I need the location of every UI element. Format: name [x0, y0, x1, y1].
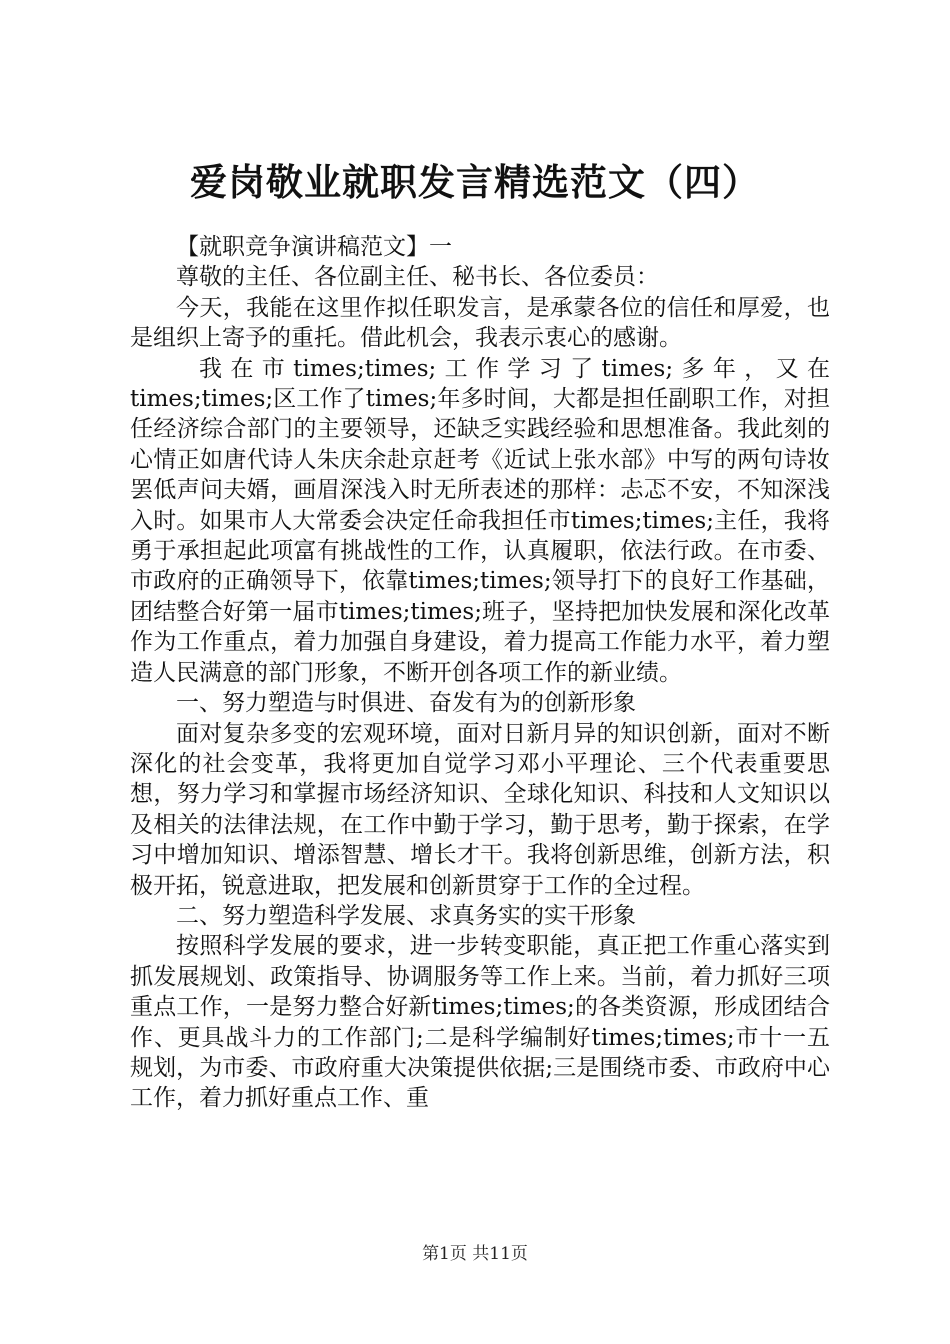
paragraph: 按照科学发展的要求，进一步转变职能，真正把工作重心落实到抓发展规划、政策指导、协调服务等工作上来。当前，着力抓好三项重点工作，一是努力整合好新times;times;的各类资源，形成团结合作、更具战斗力的工作部门;二是科学编制好times;times;市十一五规划，为市委、市政府重大决策提供依据;三是围绕市委、市政府中心工作，着力抓好重点工作、重	[130, 933, 830, 1112]
subheading: 一、努力塑造与时俱进、奋发有为的创新形象	[176, 690, 636, 717]
salutation: 尊敬的主任、各位副主任、秘书长、各位委员：	[176, 264, 659, 291]
document-title: 爱岗敬业就职发言精选范文（四）	[190, 160, 760, 204]
subheading: 二、努力塑造科学发展、求真务实的实干形象	[176, 902, 636, 929]
page-number: 第1页 共11页	[422, 1244, 528, 1264]
section-heading: 【就职竞争演讲稿范文】一	[176, 234, 452, 260]
paragraph: 我在市times;times;工作学习了times;多年，又在times;times;区工作了times;年多时间，大都是担任副职工作，对担任经济综合部门的主要领导，还缺乏实践经验和思想准备。我此刻的心情正如唐代诗人朱庆余赴京赶考《近试上张水部》中写的两句诗妆罢低声问夫婿，画眉深浅入时无所表述的那样：忐忑不安，不知深浅入时。如果市人大常委会决定任命我担任市times;times;主任，我将勇于承担起此项富有挑战性的工作，认真履职，依法行政。在市委、市政府的正确领导下，依靠times;times;领导打下的良好工作基础，团结整合好第一届市times;times;班子，坚持把加快发展和深化改革作为工作重点，着力加强自身建设，着力提高工作能力水平，着力塑造人民满意的部门形象，不断开创各项工作的新业绩。	[130, 355, 830, 686]
document-body	[130, 232, 830, 1114]
paragraph: 面对复杂多变的宏观环境，面对日新月异的知识创新，面对不断深化的社会变革，我将更加自觉学习邓小平理论、三个代表重要思想，努力学习和掌握市场经济知识、全球化知识、科技和人文知识以及相关的法律法规，在工作中勤于学习，勤于思考，勤于探索，在学习中增加知识、增添智慧、增长才干。我将创新思维，创新方法，积极开拓，锐意进取，把发展和创新贯穿于工作的全过程。	[130, 720, 830, 899]
paragraph: 今天，我能在这里作拟任职发言，是承蒙各位的信任和厚爱，也是组织上寄予的重托。借此机会，我表示衷心的感谢。	[130, 294, 830, 352]
